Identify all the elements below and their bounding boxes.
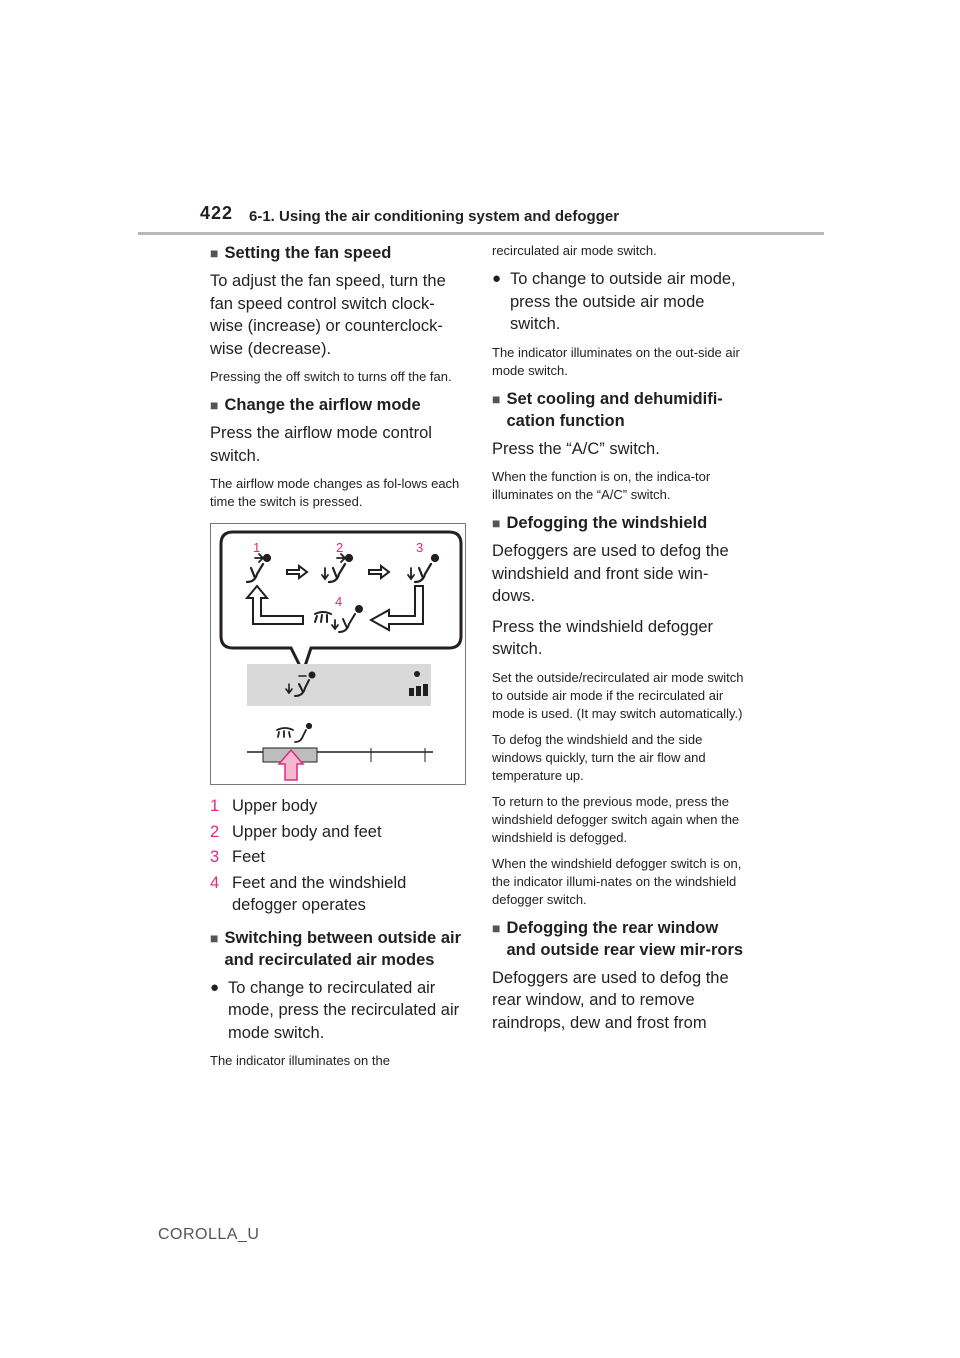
figure-label-2: 2	[336, 540, 344, 555]
header-divider	[138, 232, 824, 235]
rear-defog-body: Defoggers are used to defog the rear window, and to remove raindrops, dew and frost from	[492, 968, 729, 1032]
section-title: 6-1. Using the air conditioning system and defogger	[249, 208, 620, 225]
outside-air-bullet	[492, 268, 750, 336]
item-text: Upper body	[232, 797, 318, 815]
recirculated-bullet	[210, 977, 465, 1045]
cooling-heading	[492, 388, 750, 432]
switching-heading	[210, 927, 465, 971]
airflow-note: The airflow mode changes as fol-lows each time the switch is pressed.	[210, 476, 460, 509]
page-number: 422	[200, 203, 234, 223]
item-number: 2	[210, 822, 220, 841]
outside-air-note: The indicator illuminates on the out-side air mode switch.	[492, 344, 740, 378]
square-bullet-icon: ■	[210, 397, 219, 413]
bullet-icon: ●	[210, 978, 220, 996]
footer-model: COROLLA_U	[158, 1226, 260, 1243]
item-text: Feet and the windshield defogger operates	[232, 873, 407, 914]
square-bullet-icon: ■	[210, 245, 219, 261]
item-number: 1	[210, 797, 220, 815]
bullet-text: To change to recirculated air mode, press the recirculated air mode switch.	[228, 978, 460, 1042]
heading-text: Set cooling and dehumidifi-cation function	[506, 389, 723, 430]
recirculated-note-start: The indicator illuminates on the	[210, 1053, 390, 1068]
square-bullet-icon: ■	[492, 515, 501, 531]
list-item	[210, 846, 465, 869]
heading-text: Setting the fan speed	[224, 244, 392, 262]
bullet-icon: ●	[492, 270, 502, 287]
windshield-body-1: Defoggers are used to defog the windshield and front side win-dows.	[492, 542, 729, 605]
heading-text: Switching between outside air and recirculated air modes	[224, 928, 462, 969]
list-item	[210, 821, 465, 844]
windshield-note-4: When the windshield defogger switch is on, the indicator illumi-nates on the windshield defogger switch.	[492, 855, 742, 907]
square-bullet-icon: ■	[492, 390, 501, 407]
fan-speed-note: Pressing the off switch to turns off the fan.	[210, 369, 452, 384]
airflow-mode-figure	[210, 523, 466, 785]
figure-label-3: 3	[416, 540, 424, 555]
left-column	[210, 242, 465, 1078]
square-bullet-icon: ■	[210, 929, 219, 946]
list-item	[210, 795, 465, 818]
item-number: 4	[210, 873, 220, 892]
airflow-heading	[210, 394, 465, 416]
list-item	[210, 872, 465, 917]
square-bullet-icon: ■	[492, 919, 501, 936]
windshield-note-3: To return to the previous mode, press the windshield defogger switch again when the windshield is defogged.	[492, 793, 740, 845]
cooling-note: When the function is on, the indica-tor illuminates on the “A/C” switch.	[492, 469, 711, 502]
display-panel	[247, 664, 431, 706]
windshield-note-1: Set the outside/recirculated air mode switch to outside air mode if the recirculated air mode is used. (It may switch automatically.)	[492, 669, 744, 721]
windshield-body-2: Press the windshield defogger switch.	[492, 617, 714, 658]
figure-label-1: 1	[253, 540, 261, 555]
figure-label-4: 4	[335, 594, 343, 609]
item-text: Feet	[232, 848, 266, 866]
airflow-body: Press the airflow mode control switch.	[210, 424, 432, 465]
heading-text: Defogging the windshield	[506, 514, 708, 532]
airflow-diagram	[211, 524, 465, 784]
rear-defog-heading	[492, 917, 750, 961]
cooling-body: Press the “A/C” switch.	[492, 439, 660, 458]
recirculated-note-end: recirculated air mode switch.	[492, 243, 657, 258]
item-text: Upper body and feet	[232, 822, 382, 841]
defog-switch-icon	[277, 724, 311, 742]
windshield-note-2: To defog the windshield and the side windows quickly, turn the air flow and temperature up.	[492, 731, 706, 783]
fan-speed-heading	[210, 242, 465, 264]
item-number: 3	[210, 848, 220, 866]
heading-text: Defogging the rear window and outside rear view mir-rors	[506, 918, 744, 959]
fan-speed-body: To adjust the fan speed, turn the fan speed control switch clock-wise (increase) or counterclock-wise (decrease).	[210, 272, 446, 358]
windshield-heading	[492, 512, 750, 534]
bullet-text: To change to outside air mode, press the outside air mode switch.	[510, 270, 736, 333]
right-column	[492, 242, 750, 1042]
heading-text: Change the airflow mode	[224, 396, 421, 414]
